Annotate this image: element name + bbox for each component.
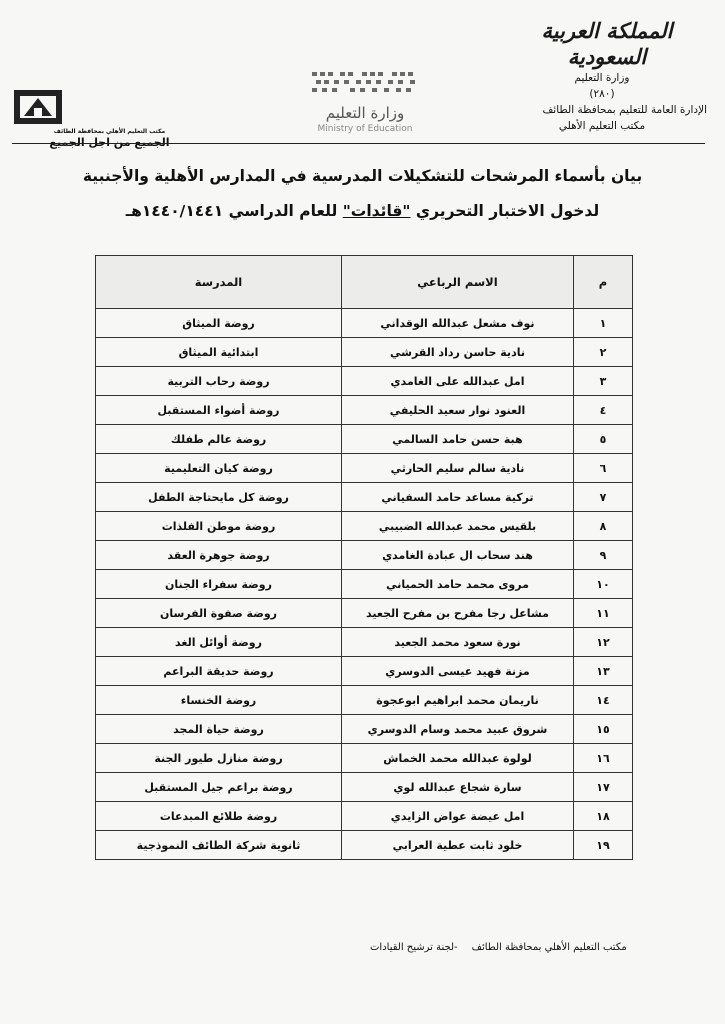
row-number: ٧: [574, 483, 633, 512]
row-number: ١٩: [574, 831, 633, 860]
row-school: روضة الخنساء: [96, 686, 342, 715]
logo-slogan: الجميع من اجل الجميع: [49, 136, 170, 149]
row-name: نورة سعود محمد الجعيد: [342, 628, 574, 657]
row-number: ١٠: [574, 570, 633, 599]
table-row: [96, 628, 633, 657]
table-row: [96, 309, 633, 338]
title-prefix: لدخول الاختبار التحريري: [410, 202, 600, 220]
row-name: ناريمان محمد ابراهيم ابوعجوة: [342, 686, 574, 715]
row-number: ٥: [574, 425, 633, 454]
row-name: امل عيضة عواض الزايدي: [342, 802, 574, 831]
table-row: [96, 773, 633, 802]
row-name: لولوة عبدالله محمد الخماش: [342, 744, 574, 773]
moe-english-name: Ministry of Education: [317, 124, 413, 134]
ministry-line: وزارة التعليم: [574, 72, 630, 84]
moe-logo: [270, 70, 460, 134]
private-education-office-logo-icon: [12, 86, 64, 128]
row-number: ١٥: [574, 715, 633, 744]
row-school: روضة براعم جيل المستقبل: [96, 773, 342, 802]
directorate-line: الإدارة العامة للتعليم بمحافظة الطائف: [542, 104, 707, 116]
logo-office-text: مكتب التعليم الأهلي بمحافظة الطائف: [53, 128, 166, 135]
title-suffix: للعام الدراسي ١٤٤٠/١٤٤١هـ: [125, 202, 343, 220]
document-title-line-2: [40, 202, 685, 220]
row-name: نوف مشعل عبدالله الوقداني: [342, 309, 574, 338]
header-num: م: [574, 256, 633, 309]
code-line: (٢٨٠): [589, 88, 615, 100]
row-school: روضة منازل طيور الجنة: [96, 744, 342, 773]
row-school: روضة أوائل الغد: [96, 628, 342, 657]
row-number: ٩: [574, 541, 633, 570]
footer-committee: -لجنة ترشيح القيادات: [370, 942, 458, 953]
document-title-line-1: بيان بأسماء المرشحات للتشكيلات المدرسية في المدارس الأهلية والأجنبية: [82, 167, 643, 185]
row-school: روضة كل مايحتاجة الطفل: [96, 483, 342, 512]
row-number: ١٣: [574, 657, 633, 686]
row-number: ١٦: [574, 744, 633, 773]
row-school: روضة جوهرة العقد: [96, 541, 342, 570]
row-name: سارة شجاع عبدالله لوي: [342, 773, 574, 802]
row-name: امل عبدالله على الغامدي: [342, 367, 574, 396]
footer-office: مكتب التعليم الأهلي بمحافظة الطائف: [471, 942, 627, 953]
row-number: ١١: [574, 599, 633, 628]
moe-dot-logo-icon: [310, 70, 420, 98]
table-row: [96, 512, 633, 541]
row-name: بلقيس محمد عبدالله الضبيبي: [342, 512, 574, 541]
row-school: روضة طلائع المبدعات: [96, 802, 342, 831]
row-school: روضة عالم طفلك: [96, 425, 342, 454]
row-number: ٨: [574, 512, 633, 541]
row-name: هبة حسن حامد السالمي: [342, 425, 574, 454]
row-name: نادية حاسن رداد القرشي: [342, 338, 574, 367]
footer-signature: [370, 942, 627, 953]
header-left-logo: [12, 86, 207, 150]
table-row: [96, 802, 633, 831]
table-row: [96, 657, 633, 686]
table-row: [96, 483, 633, 512]
row-school: روضة أضواء المستقبل: [96, 396, 342, 425]
row-name: مروى محمد حامد الحمياني: [342, 570, 574, 599]
table-row: [96, 425, 633, 454]
row-number: ١٧: [574, 773, 633, 802]
table-row: [96, 570, 633, 599]
row-school: روضة الميثاق: [96, 309, 342, 338]
header-name: الاسم الرباعي: [342, 256, 574, 309]
row-school: روضة صفوة الفرسان: [96, 599, 342, 628]
row-school: روضة كيان التعليمية: [96, 454, 342, 483]
row-number: ١٢: [574, 628, 633, 657]
row-school: ابتدائية الميثاق: [96, 338, 342, 367]
row-number: ١٨: [574, 802, 633, 831]
row-name: خلود ثابت عطية العرابي: [342, 831, 574, 860]
header-right-block: [497, 18, 707, 134]
table-row: [96, 831, 633, 860]
row-school: روضة حديقة البراعم: [96, 657, 342, 686]
row-school: روضة رحاب التربية: [96, 367, 342, 396]
row-number: ٤: [574, 396, 633, 425]
row-number: ٦: [574, 454, 633, 483]
table-row: [96, 744, 633, 773]
table-row: [96, 338, 633, 367]
row-name: شروق عبيد محمد وسام الدوسري: [342, 715, 574, 744]
table-row: [96, 715, 633, 744]
table-row: [96, 541, 633, 570]
table-header-row: [96, 256, 633, 309]
row-number: ٢: [574, 338, 633, 367]
table-row: [96, 396, 633, 425]
row-name: نادية سالم سليم الحارثي: [342, 454, 574, 483]
header-school: المدرسة: [96, 256, 342, 309]
office-line: مكتب التعليم الأهلي: [558, 120, 646, 132]
row-school: روضة موطن الفلذات: [96, 512, 342, 541]
row-name: تركية مساعد حامد السفياني: [342, 483, 574, 512]
row-name: العنود نوار سعيد الحليفي: [342, 396, 574, 425]
row-name: هند سحاب ال عبادة الغامدي: [342, 541, 574, 570]
row-number: ١: [574, 309, 633, 338]
candidates-table: [95, 255, 633, 860]
row-school: روضة سفراء الجنان: [96, 570, 342, 599]
row-number: ١٤: [574, 686, 633, 715]
table-row: [96, 599, 633, 628]
kingdom-calligraphy: المملكة العربية السعودية: [541, 18, 673, 69]
table-row: [96, 686, 633, 715]
table-row: [96, 367, 633, 396]
row-school: ثانوية شركة الطائف النموذجية: [96, 831, 342, 860]
row-name: مشاعل رجا مفرح بن مفرح الجعيد: [342, 599, 574, 628]
title-highlight: "قائدات": [342, 202, 411, 220]
header-divider: [12, 143, 705, 144]
moe-arabic-name: وزارة التعليم: [325, 104, 405, 122]
row-name: مزنة فهيد عيسى الدوسري: [342, 657, 574, 686]
row-school: روضة حياة المجد: [96, 715, 342, 744]
table-row: [96, 454, 633, 483]
row-number: ٣: [574, 367, 633, 396]
table-body: [96, 309, 633, 860]
